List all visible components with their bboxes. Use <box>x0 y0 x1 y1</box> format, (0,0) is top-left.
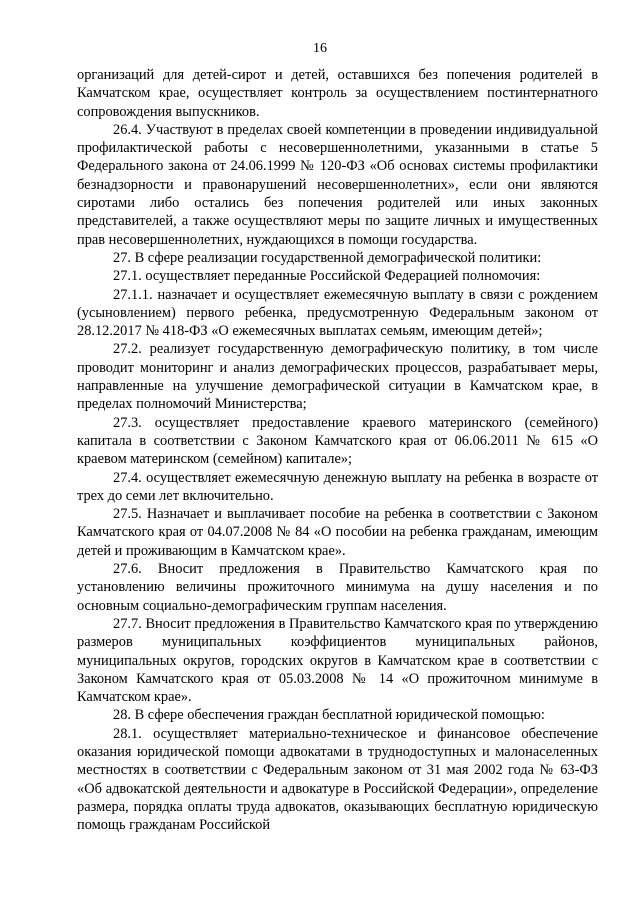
paragraph-27-5: 27.5. Назначает и выплачивает пособие на ребенка в соответствии с Законом Камчатского края от 04.07.2008 № 84 «О пособии на ребенка гражданам, имеющим детей и проживающим в Камчатском крае». <box>77 506 598 559</box>
paragraph-27-3: 27.3. осуществляет предоставление краевого материнского (семейного) капитала в соответствии с Законом Камчатского края от 06.06.2011 № 615 «О краевом материнском (семейном) капитале»; <box>77 414 598 468</box>
page-number: 16 <box>313 41 327 56</box>
paragraph-27-2: 27.2. реализует государственную демографическую политику, в том числе проводит мониторинг и анализ демографических процессов, разрабатывает меры, направленные на улучшение демографической ситуации в Камчатском крае, в пределах полномочий Министерства; <box>77 341 598 413</box>
paragraph-28: 28. В сфере обеспечения граждан бесплатной юридической помощью: <box>113 707 545 724</box>
paragraph-27-1-1: 27.1.1. назначает и осуществляет ежемесячную выплату в связи с рождением (усыновлением) первого ребенка, предусмотренную Федеральным законом от 28.12.2017 № 418-ФЗ «О ежемесячных выплатах семьям, имеющим детей»; <box>77 286 598 340</box>
document-body <box>77 66 598 834</box>
paragraph-27-6: 27.6. Вносит предложения в Правительство Камчатского края по установлению величины прожиточного минимума на душу населения и по основным социально-демографическим группам населения. <box>77 561 598 614</box>
paragraph-26-4: 26.4. Участвуют в пределах своей компетенции в проведении индивидуальной профилактической работы с несовершеннолетними, указанными в статье 5 Федерального закона от 24.06.1999 № 120-ФЗ «Об основах системы профилактики безнадзорности и правонарушений несовершеннолетних», если они являются сиротами либо остались без попечения родителей или иных законных представителей, а также осуществляют меры по защите личных и имущественных прав несовершеннолетних, нуждающихся в помощи государства. <box>77 121 598 248</box>
paragraph-continuation: организаций для детей-сирот и детей, оставшихся без попечения родителей в Камчатском крае, осуществляет контроль за осуществлением постинтернатного сопровождения выпускников. <box>77 67 598 120</box>
paragraph-28-1: 28.1. осуществляет материально-техническое и финансовое обеспечение оказания юридической помощи адвокатами в труднодоступных и малонаселенных местностях в соответствии с Федеральным законом от 31 мая 2002 года № 63-ФЗ «Об адвокатской деятельности и адвокатуре в Российской Федерации», определение размера, порядка оплаты труда адвокатов, оказывающих бесплатную юридическую помощь гражданам Российской <box>77 725 598 834</box>
paragraph-27-4: 27.4. осуществляет ежемесячную денежную выплату на ребенка в возрасте от трех до семи лет включительно. <box>77 469 598 504</box>
paragraph-27-7: 27.7. Вносит предложения в Правительство Камчатского края по утверждению размеров муниципальных коэффициентов муниципальных районов, муниципальных округов, городских округов в Камчатском крае в соответствии с Законом Камчатского края от 05.03.2008 № 14 «О прожиточном минимуме в Камчатском крае». <box>77 615 598 706</box>
paragraph-27-1: 27.1. осуществляет переданные Российской Федерацией полномочия: <box>113 268 541 285</box>
paragraph-27: 27. В сфере реализации государственной демографической политики: <box>113 249 542 266</box>
